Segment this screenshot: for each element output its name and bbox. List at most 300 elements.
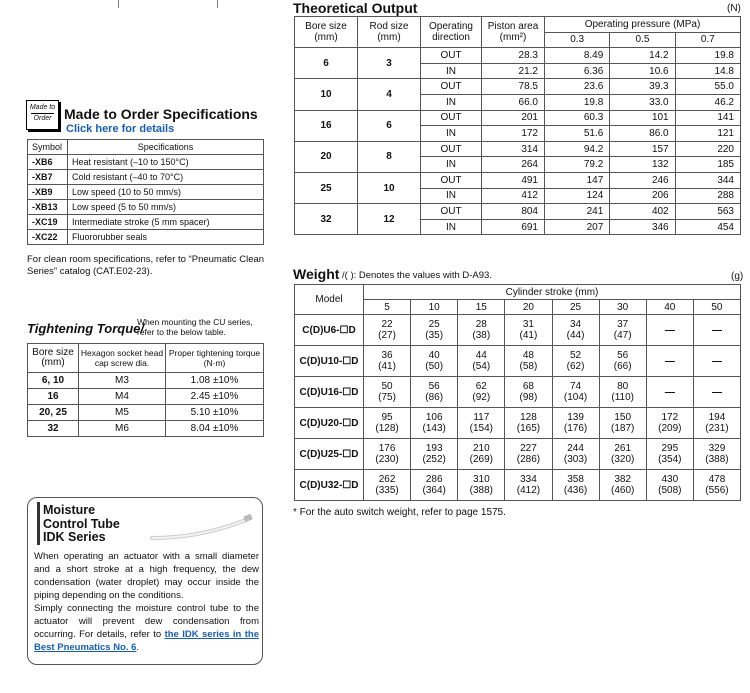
theoretical-force: 402 xyxy=(610,204,675,220)
theoretical-bore: 20 xyxy=(295,141,358,172)
weight-value xyxy=(505,377,552,408)
theoretical-direction: IN xyxy=(421,94,482,110)
weight-value xyxy=(646,439,693,470)
torque-note: When mounting the CU series, refer to the below table. xyxy=(137,317,253,337)
weight-base: 430 xyxy=(661,474,679,485)
idk-series-link[interactable]: the IDK series in the Best Pneumatics No. 6 xyxy=(34,629,259,653)
theoretical-rod: 3 xyxy=(358,48,421,79)
moisture-title xyxy=(43,504,120,545)
weight-footnote: * For the auto switch weight, refer to page 1575. xyxy=(293,507,506,518)
weight-base: — xyxy=(711,355,722,367)
mto-symbol: -XB6 xyxy=(28,155,68,170)
moisture-title-line2: Control Tube xyxy=(43,516,120,531)
theoretical-force: 6.36 xyxy=(545,63,610,79)
weight-value xyxy=(552,408,599,439)
weight-value xyxy=(599,439,646,470)
weight-value xyxy=(552,470,599,501)
weight-with-switch: (104) xyxy=(563,392,588,403)
weight-value xyxy=(505,315,552,346)
weight-value xyxy=(458,346,505,377)
theoretical-output-table xyxy=(294,16,741,235)
weight-base: 52 xyxy=(570,350,582,361)
theoretical-rod: 10 xyxy=(358,172,421,203)
theoretical-force: 55.0 xyxy=(675,79,740,95)
weight-with-switch: (230) xyxy=(375,454,399,465)
top-divider-2 xyxy=(217,0,218,8)
weight-with-switch: (98) xyxy=(519,392,538,403)
weight-value xyxy=(552,377,599,408)
mto-symbol: -XB13 xyxy=(28,200,68,215)
weight-value xyxy=(411,346,458,377)
weight-stroke-30: 30 xyxy=(599,300,646,315)
torque-header-torque: Proper tightening torque (N·m) xyxy=(166,344,264,373)
weight-stroke-40: 40 xyxy=(646,300,693,315)
weight-title: Weight xyxy=(293,266,340,282)
torque-table xyxy=(27,343,264,437)
mto-header-symbol: Symbol xyxy=(28,140,68,155)
made-to-order-badge-icon xyxy=(26,100,59,130)
torque-row xyxy=(28,405,264,421)
weight-value xyxy=(693,439,740,470)
torque-bore: 32 xyxy=(28,421,79,437)
weight-base: 329 xyxy=(708,443,726,454)
weight-model: C(D)U16-☐D xyxy=(295,377,364,408)
theoretical-area: 201 xyxy=(482,110,545,126)
weight-model: C(D)U25-☐D xyxy=(295,439,364,470)
weight-value xyxy=(364,377,411,408)
torque-value: 1.08 ±10% xyxy=(166,373,264,389)
theoretical-force: 79.2 xyxy=(545,157,610,173)
weight-value xyxy=(411,439,458,470)
theoretical-force: 157 xyxy=(610,141,675,157)
weight-value xyxy=(458,408,505,439)
weight-base: 36 xyxy=(381,350,393,361)
weight-value xyxy=(458,377,505,408)
theoretical-header-rod: Rod size (mm) xyxy=(358,17,421,48)
weight-with-switch: (556) xyxy=(705,485,729,496)
weight-model: C(D)U32-☐D xyxy=(295,470,364,501)
weight-base: 34 xyxy=(570,319,582,330)
weight-base: 22 xyxy=(381,319,393,330)
weight-value xyxy=(364,315,411,346)
weight-base: — xyxy=(664,324,675,336)
weight-header-stroke: Cylinder stroke (mm) xyxy=(364,285,741,300)
theoretical-bore: 25 xyxy=(295,172,358,203)
weight-with-switch: (209) xyxy=(658,423,682,434)
theoretical-header-bore: Bore size (mm) xyxy=(295,17,358,48)
weight-model: C(D)U6-☐D xyxy=(295,315,364,346)
theoretical-direction: OUT xyxy=(421,48,482,64)
theoretical-rod: 8 xyxy=(358,141,421,172)
moisture-paragraph-2-end: . xyxy=(136,642,140,653)
mto-row xyxy=(28,155,264,170)
mto-symbol: -XC22 xyxy=(28,230,68,245)
weight-base: — xyxy=(711,324,722,336)
torque-bore: 6, 10 xyxy=(28,373,79,389)
torque-header-row xyxy=(28,344,264,373)
weight-value xyxy=(693,346,740,377)
weight-value xyxy=(505,408,552,439)
weight-base: 25 xyxy=(428,319,440,330)
theoretical-force: 141 xyxy=(675,110,740,126)
theoretical-area: 264 xyxy=(482,157,545,173)
theoretical-area: 314 xyxy=(482,141,545,157)
weight-with-switch: (92) xyxy=(472,392,491,403)
theoretical-force: 101 xyxy=(610,110,675,126)
weight-row xyxy=(295,377,741,408)
theoretical-direction: OUT xyxy=(421,172,482,188)
weight-base: 150 xyxy=(614,412,632,423)
weight-with-switch: (231) xyxy=(705,423,729,434)
weight-stroke-15: 15 xyxy=(458,300,505,315)
weight-value xyxy=(693,377,740,408)
theoretical-direction: IN xyxy=(421,219,482,235)
mto-symbol: -XB7 xyxy=(28,170,68,185)
weight-value xyxy=(646,315,693,346)
torque-value: 2.45 ±10% xyxy=(166,389,264,405)
theoretical-force: 454 xyxy=(675,219,740,235)
weight-with-switch: (58) xyxy=(519,361,538,372)
theoretical-force: 10.6 xyxy=(610,63,675,79)
weight-base: 227 xyxy=(520,443,537,454)
weight-with-switch: (252) xyxy=(422,454,446,465)
weight-stroke-25: 25 xyxy=(552,300,599,315)
weight-row xyxy=(295,315,741,346)
weight-with-switch: (320) xyxy=(611,454,635,465)
weight-base: 261 xyxy=(614,443,632,454)
weight-stroke-20: 20 xyxy=(505,300,552,315)
weight-base: 295 xyxy=(661,443,679,454)
weight-base: 176 xyxy=(378,443,396,454)
weight-base: 37 xyxy=(617,319,629,330)
weight-value xyxy=(364,470,411,501)
weight-with-switch: (86) xyxy=(425,392,444,403)
weight-base: 334 xyxy=(520,474,537,485)
theoretical-direction: IN xyxy=(421,157,482,173)
weight-header-model: Model xyxy=(295,285,364,315)
mto-symbol: -XC19 xyxy=(28,215,68,230)
weight-with-switch: (66) xyxy=(613,361,632,372)
torque-header-bore: Bore size (mm) xyxy=(28,344,79,373)
theoretical-force: 94.2 xyxy=(545,141,610,157)
weight-value xyxy=(646,377,693,408)
weight-base: 48 xyxy=(522,350,534,361)
weight-with-switch: (35) xyxy=(425,330,444,341)
weight-value xyxy=(599,315,646,346)
theoretical-direction: IN xyxy=(421,126,482,142)
theoretical-force: 346 xyxy=(610,219,675,235)
theoretical-area: 412 xyxy=(482,188,545,204)
weight-value xyxy=(599,408,646,439)
theoretical-force: 121 xyxy=(675,126,740,142)
weight-base: 194 xyxy=(708,412,726,423)
theoretical-area: 28.3 xyxy=(482,48,545,64)
weight-value xyxy=(599,470,646,501)
theoretical-force: 86.0 xyxy=(610,126,675,142)
theoretical-force: 207 xyxy=(545,219,610,235)
weight-with-switch: (364) xyxy=(422,485,446,496)
theoretical-row xyxy=(295,48,741,64)
weight-row xyxy=(295,439,741,470)
weight-base: 50 xyxy=(381,381,393,392)
weight-value xyxy=(505,470,552,501)
torque-screw: M5 xyxy=(79,405,166,421)
weight-row xyxy=(295,470,741,501)
weight-base: 244 xyxy=(567,443,584,454)
weight-base: 478 xyxy=(708,474,726,485)
torque-screw: M4 xyxy=(79,389,166,405)
theoretical-area: 691 xyxy=(482,219,545,235)
weight-base: 28 xyxy=(475,319,487,330)
weight-model: C(D)U10-☐D xyxy=(295,346,364,377)
theoretical-pressure-0.3: 0.3 xyxy=(545,32,610,48)
theoretical-bore: 32 xyxy=(295,204,358,235)
weight-stroke-5: 5 xyxy=(364,300,411,315)
theoretical-pressure-0.5: 0.5 xyxy=(610,32,675,48)
weight-model: C(D)U20-☐D xyxy=(295,408,364,439)
torque-header-screw: Hexagon socket head cap screw dia. xyxy=(79,344,166,373)
moisture-text xyxy=(34,550,259,654)
theoretical-force: 23.6 xyxy=(545,79,610,95)
weight-value xyxy=(411,377,458,408)
weight-value xyxy=(505,439,552,470)
theoretical-force: 206 xyxy=(610,188,675,204)
weight-base: 106 xyxy=(425,412,443,423)
weight-base: 128 xyxy=(520,412,537,423)
torque-value: 5.10 ±10% xyxy=(166,405,264,421)
weight-with-switch: (44) xyxy=(566,330,585,341)
weight-value xyxy=(458,315,505,346)
weight-value xyxy=(693,470,740,501)
theoretical-header-pressure: Operating pressure (MPa) xyxy=(545,17,741,33)
weight-with-switch: (388) xyxy=(469,485,493,496)
theoretical-header-row xyxy=(295,17,741,33)
weight-value xyxy=(599,377,646,408)
weight-with-switch: (47) xyxy=(613,330,632,341)
mto-symbol: -XB9 xyxy=(28,185,68,200)
theoretical-unit: (N) xyxy=(727,3,741,14)
mto-row xyxy=(28,170,264,185)
mto-header-row xyxy=(28,140,264,155)
mto-row xyxy=(28,185,264,200)
mto-title: Made to Order Specifications xyxy=(64,106,258,122)
weight-row xyxy=(295,346,741,377)
weight-stroke-10: 10 xyxy=(411,300,458,315)
weight-value xyxy=(552,439,599,470)
weight-base: 358 xyxy=(567,474,584,485)
torque-screw: M6 xyxy=(79,421,166,437)
weight-base: 62 xyxy=(475,381,487,392)
weight-value xyxy=(364,439,411,470)
weight-value xyxy=(646,346,693,377)
theoretical-force: 39.3 xyxy=(610,79,675,95)
theoretical-row xyxy=(295,141,741,157)
weight-with-switch: (50) xyxy=(425,361,444,372)
moisture-title-line1: Moisture xyxy=(43,503,96,517)
theoretical-force: 19.8 xyxy=(675,48,740,64)
theoretical-force: 60.3 xyxy=(545,110,610,126)
theoretical-force: 14.8 xyxy=(675,63,740,79)
weight-value xyxy=(552,315,599,346)
weight-value xyxy=(364,408,411,439)
theoretical-force: 246 xyxy=(610,172,675,188)
weight-base: 74 xyxy=(570,381,582,392)
moisture-paragraph-2-text: Simply connecting the moisture control tube to the actuator will prevent dew condensation from occurring. For details, refer to xyxy=(34,603,259,640)
theoretical-force: 14.2 xyxy=(610,48,675,64)
weight-base: 117 xyxy=(473,412,490,423)
torque-bore: 16 xyxy=(28,389,79,405)
theoretical-rod: 6 xyxy=(358,110,421,141)
weight-stroke-50: 50 xyxy=(693,300,740,315)
theoretical-area: 172 xyxy=(482,126,545,142)
mto-spec: Heat resistant (–10 to 150°C) xyxy=(68,155,264,170)
theoretical-force: 8.49 xyxy=(545,48,610,64)
mto-row xyxy=(28,230,264,245)
theoretical-force: 185 xyxy=(675,157,740,173)
weight-base: — xyxy=(711,386,722,398)
theoretical-area: 66.0 xyxy=(482,94,545,110)
weight-unit: (g) xyxy=(731,271,744,282)
theoretical-bore: 10 xyxy=(295,79,358,110)
theoretical-header-area: Piston area (mm²) xyxy=(482,17,545,48)
weight-with-switch: (27) xyxy=(378,330,396,341)
theoretical-force: 19.8 xyxy=(545,94,610,110)
weight-with-switch: (460) xyxy=(611,485,635,496)
weight-value xyxy=(552,346,599,377)
theoretical-force: 344 xyxy=(675,172,740,188)
weight-value xyxy=(693,315,740,346)
weight-with-switch: (41) xyxy=(378,361,396,372)
weight-base: — xyxy=(664,386,675,398)
mto-spec: Fluororubber seals xyxy=(68,230,264,245)
torque-row xyxy=(28,373,264,389)
weight-subtitle: /( ): Denotes the values with D-A93. xyxy=(342,270,492,281)
weight-value xyxy=(599,346,646,377)
mto-spec: Cold resistant (–40 to 70°C) xyxy=(68,170,264,185)
theoretical-area: 804 xyxy=(482,204,545,220)
torque-value: 8.04 ±10% xyxy=(166,421,264,437)
moisture-paragraph-1: When operating an actuator with a small diameter and a short stroke at a high frequency, the dew condensation (water droplet) may occur inside the piping depending on the conditions. xyxy=(34,551,259,601)
mto-details-link[interactable]: Click here for details xyxy=(66,123,175,135)
theoretical-force: 124 xyxy=(545,188,610,204)
weight-base: 68 xyxy=(522,381,534,392)
weight-with-switch: (54) xyxy=(472,361,491,372)
weight-with-switch: (412) xyxy=(516,485,541,496)
theoretical-force: 288 xyxy=(675,188,740,204)
theoretical-output-title: Theoretical Output xyxy=(293,0,418,16)
clean-room-note: For clean room specifications, refer to “Pneumatic Clean Series” catalog (CAT.E02-23). xyxy=(27,254,265,277)
theoretical-force: 147 xyxy=(545,172,610,188)
weight-row xyxy=(295,408,741,439)
weight-with-switch: (388) xyxy=(705,454,729,465)
weight-with-switch: (154) xyxy=(469,423,493,434)
theoretical-direction: IN xyxy=(421,188,482,204)
top-divider-1 xyxy=(118,0,119,8)
mto-spec: Low speed (10 to 50 mm/s) xyxy=(68,185,264,200)
moisture-title-bar xyxy=(37,502,40,545)
theoretical-force: 241 xyxy=(545,204,610,220)
theoretical-force: 33.0 xyxy=(610,94,675,110)
theoretical-force: 220 xyxy=(675,141,740,157)
mto-header-spec: Specifications xyxy=(68,140,264,155)
weight-with-switch: (143) xyxy=(422,423,446,434)
weight-with-switch: (165) xyxy=(516,423,541,434)
weight-base: 139 xyxy=(567,412,584,423)
theoretical-area: 491 xyxy=(482,172,545,188)
weight-with-switch: (62) xyxy=(566,361,585,372)
weight-value xyxy=(646,408,693,439)
theoretical-area: 78.5 xyxy=(482,79,545,95)
weight-with-switch: (38) xyxy=(472,330,491,341)
weight-value xyxy=(411,408,458,439)
torque-title: Tightening Torque/ xyxy=(27,321,144,336)
moisture-paragraph-2 xyxy=(34,602,259,654)
moisture-tube-icon xyxy=(150,512,260,542)
theoretical-row xyxy=(295,79,741,95)
theoretical-force: 51.6 xyxy=(545,126,610,142)
theoretical-bore: 6 xyxy=(295,48,358,79)
badge-line1: Made to xyxy=(29,104,56,111)
theoretical-row xyxy=(295,204,741,220)
weight-value xyxy=(458,439,505,470)
weight-with-switch: (75) xyxy=(378,392,396,403)
weight-value xyxy=(646,470,693,501)
mto-row xyxy=(28,200,264,215)
weight-base: 210 xyxy=(472,443,490,454)
weight-base: 310 xyxy=(472,474,490,485)
mto-row xyxy=(28,215,264,230)
weight-with-switch: (187) xyxy=(611,423,635,434)
theoretical-rod: 12 xyxy=(358,204,421,235)
mto-spec: Low speed (5 to 50 mm/s) xyxy=(68,200,264,215)
theoretical-pressure-0.7: 0.7 xyxy=(675,32,740,48)
weight-with-switch: (110) xyxy=(611,392,634,403)
theoretical-force: 46.2 xyxy=(675,94,740,110)
weight-with-switch: (286) xyxy=(516,454,541,465)
theoretical-header-direction: Operating direction xyxy=(421,17,482,48)
weight-base: 382 xyxy=(614,474,632,485)
theoretical-rod: 4 xyxy=(358,79,421,110)
weight-with-switch: (436) xyxy=(563,485,588,496)
theoretical-direction: OUT xyxy=(421,79,482,95)
torque-row xyxy=(28,421,264,437)
weight-base: 262 xyxy=(378,474,396,485)
weight-header-row xyxy=(295,285,741,300)
theoretical-row xyxy=(295,110,741,126)
theoretical-direction: OUT xyxy=(421,110,482,126)
weight-base: 44 xyxy=(475,350,487,361)
weight-value xyxy=(458,470,505,501)
weight-with-switch: (128) xyxy=(375,423,399,434)
weight-with-switch: (335) xyxy=(375,485,399,496)
weight-base: 56 xyxy=(617,350,629,361)
weight-base: 172 xyxy=(661,412,679,423)
moisture-title-line3: IDK Series xyxy=(43,530,106,544)
weight-value xyxy=(693,408,740,439)
weight-table xyxy=(294,284,741,501)
badge-line2: Order xyxy=(31,113,54,123)
theoretical-row xyxy=(295,172,741,188)
weight-base: 31 xyxy=(522,319,534,330)
theoretical-area: 21.2 xyxy=(482,63,545,79)
mto-table xyxy=(27,139,264,245)
weight-value xyxy=(411,470,458,501)
torque-row xyxy=(28,389,264,405)
mto-spec: Intermediate stroke (5 mm spacer) xyxy=(68,215,264,230)
theoretical-direction: OUT xyxy=(421,141,482,157)
theoretical-force: 563 xyxy=(675,204,740,220)
theoretical-bore: 16 xyxy=(295,110,358,141)
